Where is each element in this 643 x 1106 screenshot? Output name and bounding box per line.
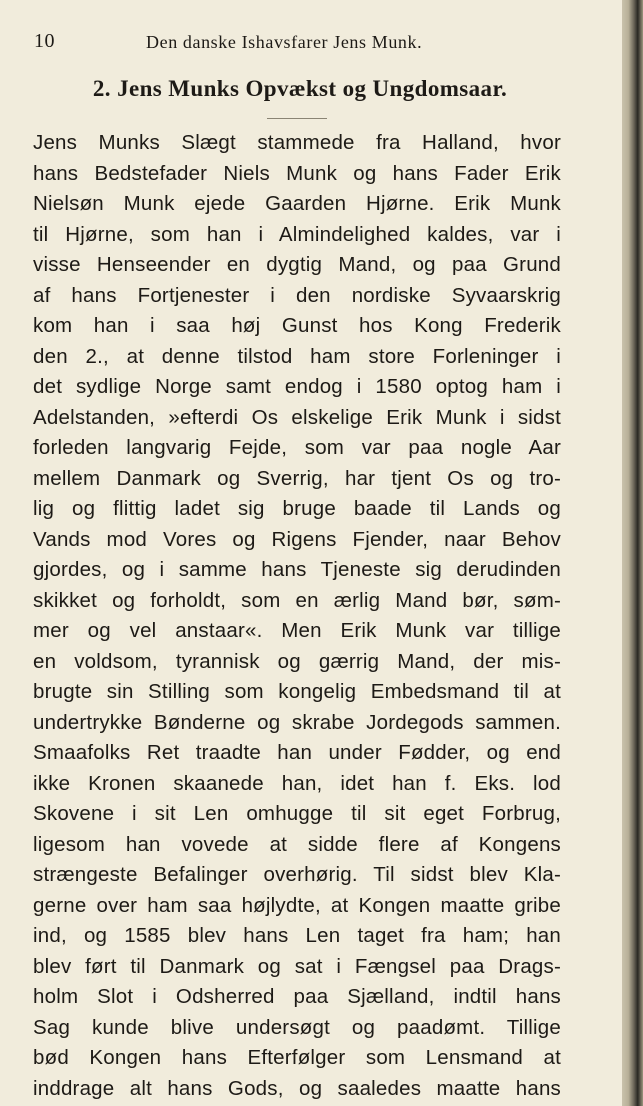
- text-line: den 2., at denne tilstod ham store Forleninger i: [33, 344, 561, 368]
- text-line: brugte sin Stilling som kongelig Embedsmand til at: [33, 680, 561, 703]
- text-line: Nielsøn Munk ejede Gaarden Hjørne. Erik Munk: [33, 192, 561, 215]
- text-line: ind, og 1585 blev hans Len taget fra ham; han: [33, 924, 561, 947]
- text-line: det sydlige Norge samt endog i 1580 optog ham i: [33, 375, 561, 398]
- text-line: Jens Munks Slægt stammede fra Halland, hvor: [33, 131, 561, 154]
- text-line: hans Bedstefader Niels Munk og hans Fader Erik: [33, 161, 561, 185]
- text-line: blev ført til Danmark og sat i Fængsel paa Drags-: [33, 954, 561, 978]
- text-line: lig og flittig ladet sig bruge baade til Lands og: [33, 497, 561, 520]
- text-line: mer og vel anstaar«. Men Erik Munk var tillige: [33, 619, 561, 642]
- running-title: Den danske Ishavsfarer Jens Munk.: [146, 32, 423, 52]
- text-line: en voldsom, tyrannisk og gærrig Mand, der mis-: [33, 649, 561, 673]
- text-line: Adelstanden, »efterdi Os elskelige Erik Munk i sidst: [33, 405, 561, 429]
- text-line: af hans Fortjenester i den nordiske Syvaarskrig: [33, 283, 561, 307]
- text-line: Skovene i sit Len omhugge til sit eget Forbrug,: [33, 802, 561, 825]
- text-line: skikket og forholdt, som en ærlig Mand bør, søm-: [33, 588, 561, 612]
- text-line: strængeste Befalinger overhørig. Til sidst blev Kla-: [33, 863, 561, 886]
- text-line: visse Henseender en dygtig Mand, og paa Grund: [33, 253, 561, 276]
- text-line: til Hjørne, som han i Almindelighed kaldes, var i: [33, 222, 561, 246]
- chapter-title: 2. Jens Munks Opvækst og Ungdomsaar.: [92, 76, 508, 101]
- text-line: bød Kongen hans Efterfølger som Lensmand at: [33, 1046, 561, 1069]
- page-edge: [622, 0, 643, 1106]
- text-line: holm Slot i Odsherred paa Sjælland, indtil hans: [33, 985, 561, 1008]
- title-divider: [267, 118, 327, 119]
- text-line: Sag kunde blive undersøgt og paadømt. Tillige: [33, 1015, 561, 1039]
- text-line: undertrykke Bønderne og skrabe Jordegods sammen.: [33, 710, 561, 734]
- text-line: ikke Kronen skaanede han, idet han f. Eks. lod: [33, 771, 561, 795]
- page-header: [34, 30, 594, 54]
- text-line: inddrage alt hans Gods, og saaledes maatte hans: [33, 1076, 561, 1100]
- text-line: gerne over ham saa højlydte, at Kongen maatte gribe: [33, 893, 561, 917]
- body-text: [33, 128, 561, 1104]
- text-line: Vands mod Vores og Rigens Fjender, naar Behov: [33, 527, 561, 551]
- text-line: forleden langvarig Fejde, som var paa nogle Aar: [33, 436, 561, 459]
- text-line: ligesom han vovede at sidde flere af Kongens: [33, 832, 561, 856]
- text-line: gjordes, og i samme hans Tjeneste sig derudinden: [33, 558, 561, 581]
- text-line: kom han i saa høj Gunst hos Kong Frederik: [33, 314, 561, 337]
- text-line: Smaafolks Ret traadte han under Fødder, og end: [33, 741, 561, 764]
- page-number: 10: [34, 30, 55, 52]
- text-line: mellem Danmark og Sverrig, har tjent Os og tro-: [33, 466, 561, 490]
